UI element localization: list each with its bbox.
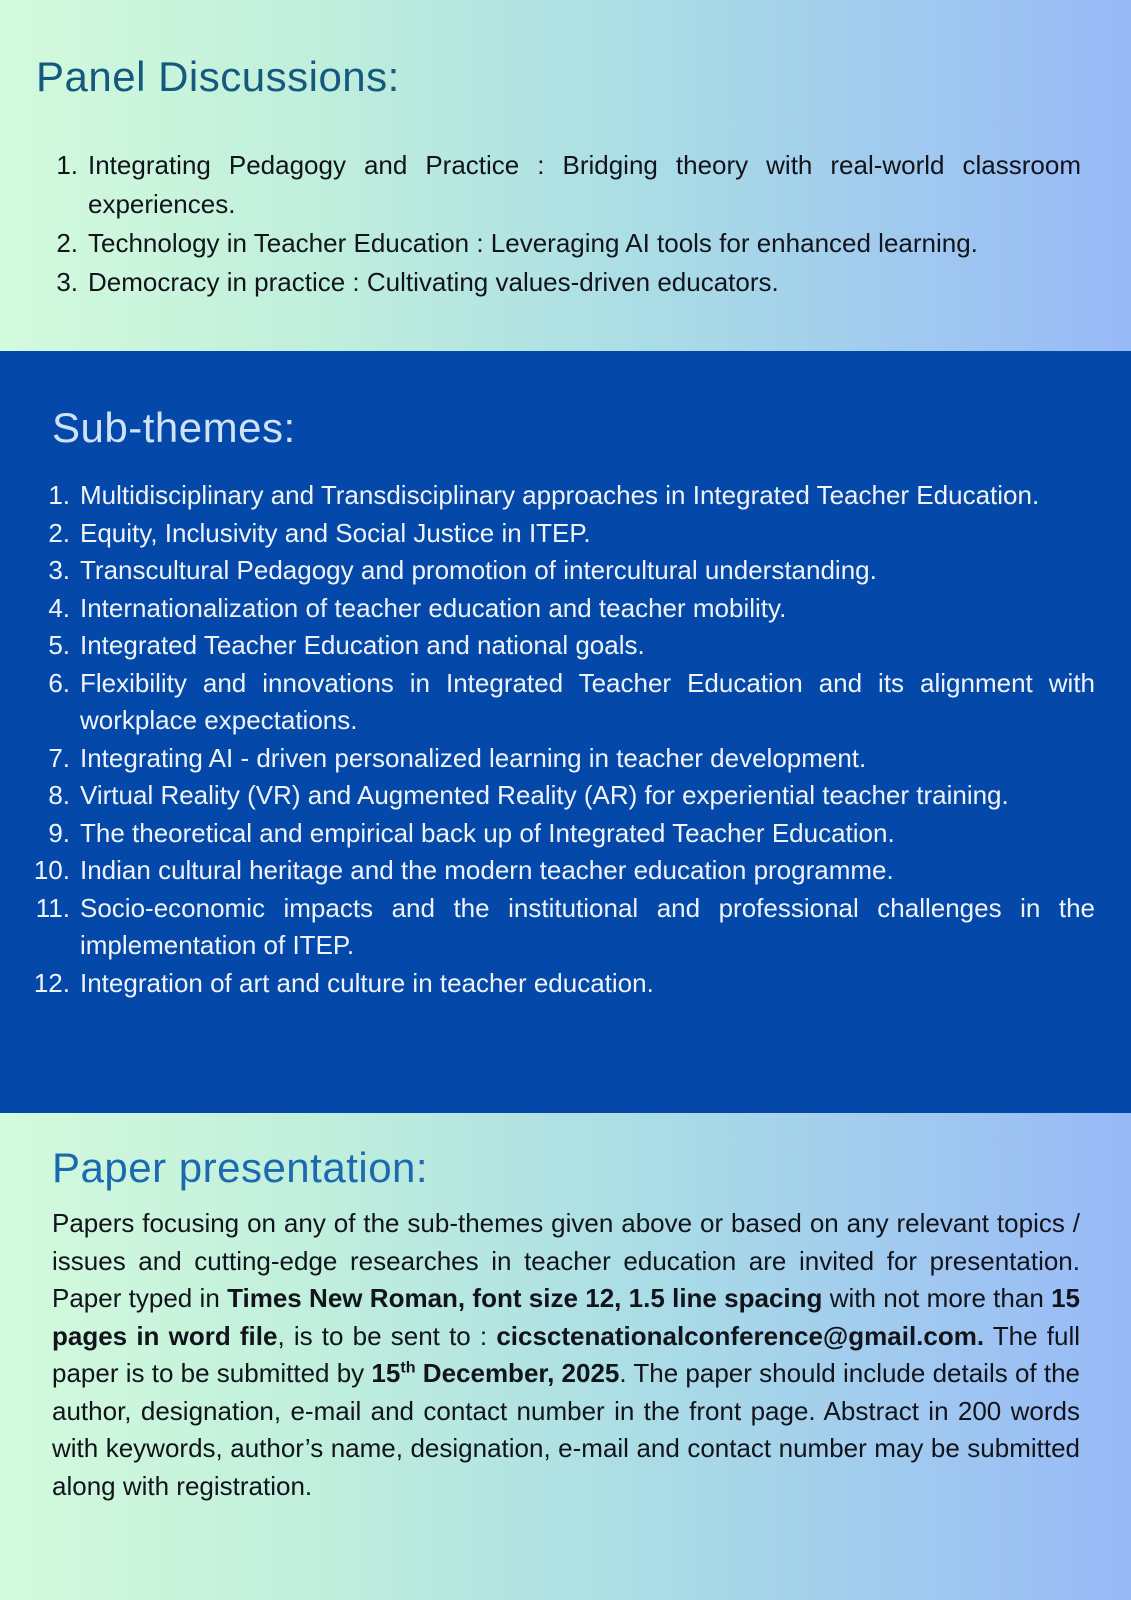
- subtheme-item-text: Transcultural Pedagogy and promotion of intercultural understanding.: [80, 555, 877, 585]
- panel-discussion-item: [48, 146, 1081, 224]
- subtheme-item-number: 12.: [33, 967, 70, 998]
- subtheme-item-number: 8.: [48, 780, 70, 810]
- submission-deadline: 15: [371, 1358, 401, 1388]
- panel-discussion-item: [48, 263, 1081, 302]
- subtheme-item-text: Multidisciplinary and Transdisciplinary approaches in Integrated Teacher Education.: [80, 480, 1040, 510]
- subtheme-item: [26, 965, 1095, 1003]
- subtheme-item-text: Internationalization of teacher education and teacher mobility.: [80, 592, 787, 623]
- subtheme-item-text: Integration of art and culture in teacher education.: [80, 967, 654, 998]
- subtheme-item-number: 10.: [33, 855, 70, 885]
- subtheme-item-number: 7.: [48, 742, 70, 773]
- submission-deadline: December, 2025: [415, 1358, 620, 1388]
- subtheme-item-number: 2.: [48, 517, 70, 548]
- subtheme-item-number: 6.: [48, 667, 70, 698]
- subtheme-item: [26, 890, 1095, 965]
- panel-discussions-title: Panel Discussions:: [36, 53, 400, 100]
- subtheme-item-text: Equity, Inclusivity and Social Justice in ITEP.: [80, 517, 591, 548]
- paper-presentation-text: [52, 1205, 1080, 1505]
- panel-discussion-item-number: 3.: [56, 267, 78, 297]
- paper-presentation-title: Paper presentation:: [52, 1144, 429, 1191]
- panel-discussion-item: [48, 224, 1081, 263]
- subtheme-item-number: 5.: [48, 630, 70, 660]
- paper-bold-text: 15 pages in word file: [52, 1283, 1080, 1351]
- paper-bold-text: Times New Roman, font size 12, 1.5 line spacing: [227, 1283, 823, 1313]
- subthemes-section: [0, 351, 1131, 1113]
- subtheme-item: [26, 515, 1095, 553]
- subtheme-item: [26, 477, 1095, 515]
- paper-text: Papers focusing on any of the sub-themes given above or based on any relevant topics / issues and cutting-edge researches in teacher education are invited for presentation. Paper typed in: [52, 1208, 1080, 1313]
- subtheme-item-text: The theoretical and empirical back up of Integrated Teacher Education.: [80, 817, 895, 848]
- subtheme-item-text: Integrated Teacher Education and national goals.: [80, 630, 645, 660]
- subtheme-item: [26, 777, 1095, 815]
- paper-text: The full paper is to be submitted by: [52, 1320, 1080, 1388]
- subthemes-title: Sub-themes:: [52, 404, 296, 451]
- panel-discussion-item-text: Integrating Pedagogy and Practice : Bridging theory with real-world classroom experiences.: [88, 150, 1081, 219]
- subtheme-item-number: 1.: [48, 480, 70, 510]
- subthemes-list: [26, 477, 1095, 1002]
- subtheme-item: [26, 552, 1095, 590]
- subtheme-item: [26, 590, 1095, 628]
- paper-presentation-section: [0, 1113, 1131, 1600]
- subtheme-item: [26, 852, 1095, 890]
- subtheme-item: [26, 627, 1095, 665]
- panel-discussion-item-text: Democracy in practice : Cultivating values-driven educators.: [88, 267, 779, 297]
- subtheme-item-number: 4.: [48, 592, 70, 623]
- panel-discussions-list: [36, 146, 1081, 302]
- panel-discussion-item-number: 2.: [56, 228, 78, 258]
- subtheme-item-text: Socio-economic impacts and the institutional and professional challenges in the implementation of ITEP.: [80, 892, 1095, 960]
- email-address: cicsctenationalconference@gmail.com.: [496, 1320, 985, 1351]
- paper-text: , is to be sent to :: [277, 1320, 497, 1351]
- subtheme-item-text: Integrating AI - driven personalized learning in teacher development.: [80, 742, 867, 773]
- subtheme-item: [26, 665, 1095, 740]
- subtheme-item: [26, 740, 1095, 778]
- subtheme-item-number: 11.: [35, 892, 70, 923]
- subtheme-item-text: Virtual Reality (VR) and Augmented Reality (AR) for experiential teacher training.: [80, 780, 1009, 810]
- panel-discussion-item-number: 1.: [56, 150, 78, 180]
- subtheme-item-text: Flexibility and innovations in Integrated Teacher Education and its alignment with workplace expectations.: [80, 667, 1095, 735]
- panel-discussions-section: [0, 0, 1131, 351]
- subtheme-item-number: 3.: [48, 555, 70, 585]
- subtheme-item-number: 9.: [48, 817, 70, 848]
- subtheme-item: [26, 815, 1095, 853]
- panel-discussion-item-text: Technology in Teacher Education : Leveraging AI tools for enhanced learning.: [88, 228, 978, 258]
- subtheme-item-text: Indian cultural heritage and the modern teacher education programme.: [80, 855, 894, 885]
- paper-text: . The paper should include details of the author, designation, e-mail and contact number in the front page. Abstract in 200 words with keywords, author’s name, designation, e-mail and contact number may be submitted along with registration.: [52, 1358, 1081, 1501]
- paper-text: with not more than: [822, 1283, 1052, 1313]
- submission-deadline-ordinal: th: [400, 1358, 416, 1377]
